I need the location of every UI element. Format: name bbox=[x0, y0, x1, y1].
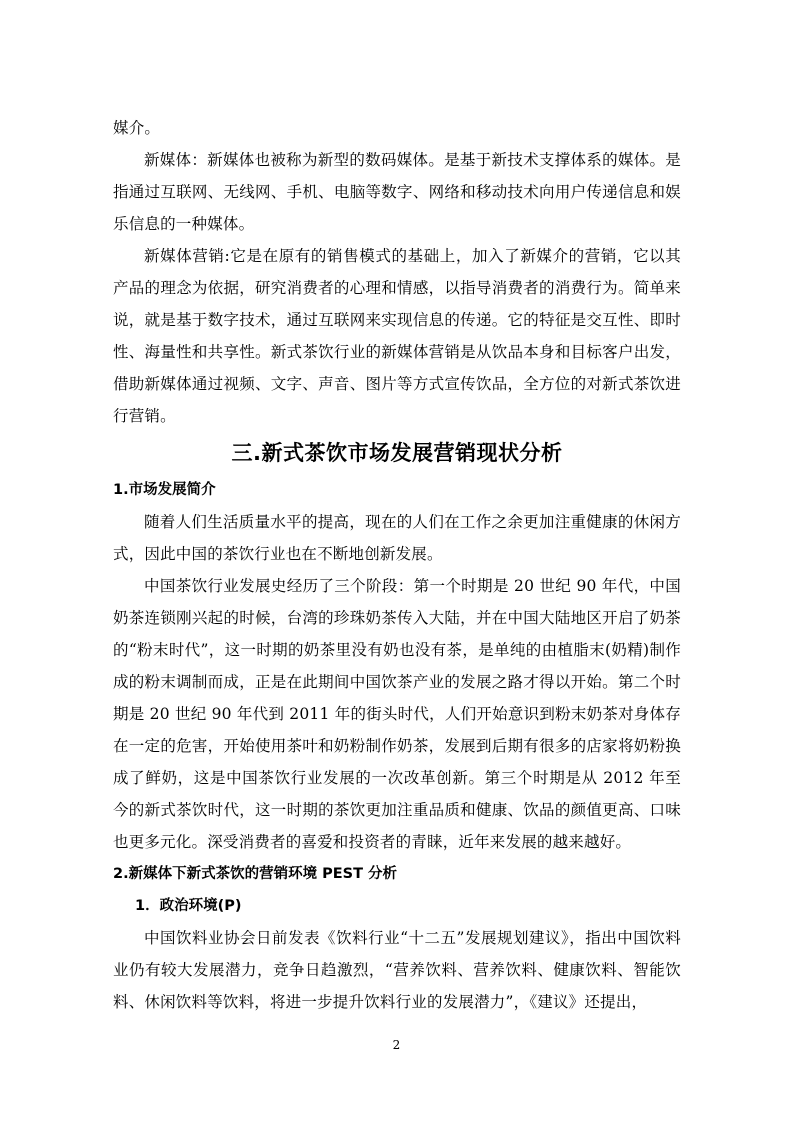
paragraph-new-media-definition: 新媒体：新媒体也被称为新型的数码媒体。是基于新技术支撑体系的媒体。是指通过互联网、无线网、手机、电脑等数字、网络和移动技术向用户传递信息和娱乐信息的一种媒体。 bbox=[113, 151, 681, 233]
subsection-title-market-intro: 1.市场发展简介 bbox=[113, 482, 216, 498]
document-page bbox=[113, 112, 681, 1018]
paragraph-industry-history: 中国茶饮行业发展史经历了三个阶段：第一个时期是 20 世纪 90 年代，中国奶茶连锁刚兴起的时候，台湾的珍珠奶茶传入大陆，并在中国大陆地区开启了奶茶的“粉末时代”，这一时期的奶茶里没有奶也没有茶，是单纯的由植脂末(奶精)制作成的粉末调制而成，正是在此期间中国饮茶产业的发展之路才得以开始。第二个时期是 20 世纪 90 年代到 2011 年的街头时代，人们开始意识到粉末奶茶对身体存在一定的危害，开始使用茶叶和奶粉制作奶茶，发展到后期有很多的店家将奶粉换成了鲜奶，这是中国茶饮行业发展的一次改革创新。第三个时期是从 2012 年至今的新式茶饮时代，这一时期的茶饮更加注重品质和健康、饮品的颜值更高、口味也更多元化。深受消费者的喜爱和投资者的青睐，近年来发展的越来越好。 bbox=[113, 577, 681, 851]
section-title: 三.新式茶饮市场发展营销现状分析 bbox=[231, 441, 563, 465]
paragraph-market-intro: 随着人们生活质量水平的提高，现在的人们在工作之余更加注重健康的休闲方式，因此中国的茶饮行业也在不断地创新发展。 bbox=[113, 513, 681, 563]
paragraph-continuation: 媒介。 bbox=[113, 119, 161, 137]
paragraph-new-media-marketing: 新媒体营销:它是在原有的销售模式的基础上，加入了新媒介的营销，它以其产品的理念为依据，研究消费者的心理和情感，以指导消费者的消费行为。简单来说，就是基于数字技术，通过互联网来实现信息的传递。它的特征是交互性、即时性、海量性和共享性。新式茶饮行业的新媒体营销是从饮品本身和目标客户出发，借助新媒体通过视频、文字、声音、图片等方式宣传饮品，全方位的对新式茶饮进行营销。 bbox=[113, 247, 681, 425]
subsection-title-pest: 2.新媒体下新式茶饮的营销环境 PEST 分析 bbox=[113, 866, 398, 882]
paragraph-political-environment: 中国饮料业协会日前发表《饮料行业“十二五”发展规划建议》，指出中国饮料业仍有较大发展潜力，竞争日趋激烈，“营养饮料、营养饮料、健康饮料、智能饮料、休闲饮料等饮料，将进一步提升饮料行业的发展潜力”，《建议》还提出， bbox=[113, 929, 681, 1011]
page-number: 2 bbox=[392, 1038, 401, 1052]
subsubsection-title-political: 1．政治环境(P) bbox=[135, 898, 242, 914]
